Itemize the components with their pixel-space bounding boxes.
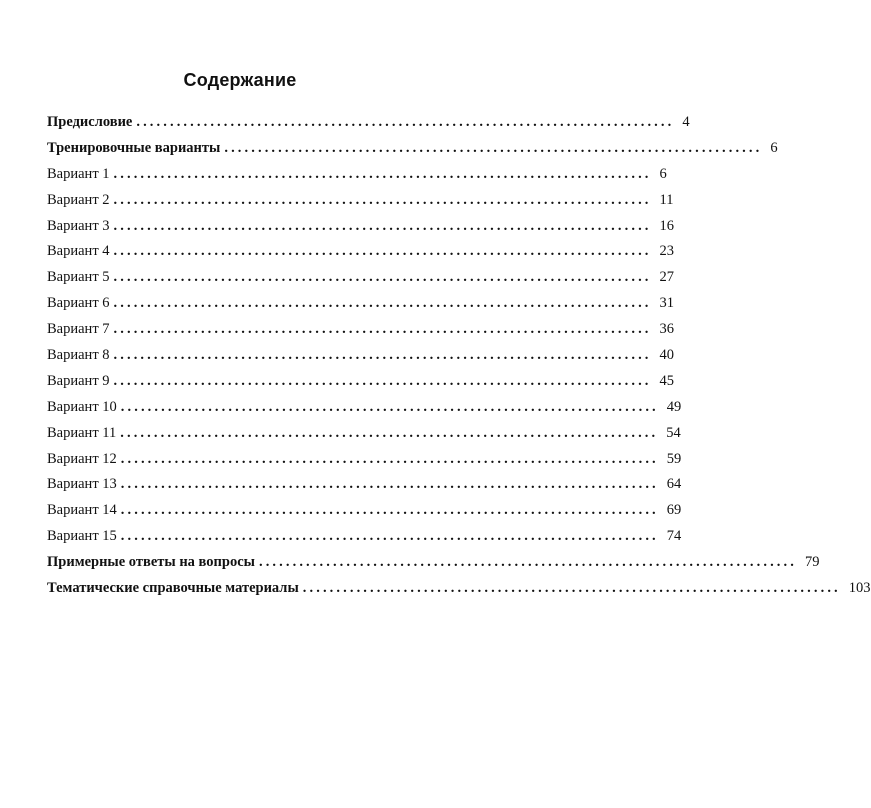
toc-entry-page-number: 31 [659,295,675,312]
toc-dot-leader: ................................................................................ [113,191,652,208]
toc-entry-label: Вариант 7 [47,321,110,338]
toc-dot-leader: ................................................................................ [120,450,659,467]
toc-entry-page-number: 59 [666,450,682,467]
toc-entry [47,291,675,317]
toc-entry-page-number: 64 [666,476,682,493]
toc-entry [47,395,682,421]
toc-entry-label: Предисловие [47,114,133,130]
toc-dot-leader: ................................................................................ [113,321,652,338]
toc-entry-page-number: 36 [659,321,675,338]
toc-entry [47,369,675,395]
toc-entry [47,110,690,136]
toc-dot-leader: ................................................................................ [113,347,652,364]
toc-dot-leader: ................................................................................ [113,269,652,286]
toc-entry [47,214,675,240]
toc-entry [47,162,667,188]
toc-entry-page-number: 103 [848,580,871,597]
toc-entry [47,239,675,265]
toc-entry-label: Вариант 5 [47,269,110,286]
toc-entry-label: Вариант 1 [47,165,110,182]
toc-entry-label: Вариант 15 [47,528,117,545]
toc-entry [47,524,682,550]
toc-entry-label: Вариант 6 [47,295,110,312]
toc-entry-page-number: 27 [659,269,675,286]
toc-entry-label: Вариант 3 [47,217,110,234]
toc-entry-page-number: 74 [666,528,682,545]
toc-dot-leader: ................................................................................ [224,139,763,156]
toc-entry-label: Вариант 8 [47,347,110,364]
toc-dot-leader: ................................................................................ [113,243,652,260]
toc-dot-leader: ................................................................................ [113,165,652,182]
toc-entry-label: Вариант 2 [47,191,110,208]
toc-entry [47,136,778,162]
toc-entry-page-number: 79 [804,554,820,571]
toc-entry-page-number: 54 [666,424,681,441]
toc-entry-label: Вариант 11 [47,424,117,441]
toc-entry-label: Вариант 10 [47,398,117,415]
toc-entry-page-number: 23 [659,243,675,260]
toc-entry-page-number: 4 [682,114,690,130]
toc-entry-page-number: 6 [659,165,667,182]
toc-entry-page-number: 6 [770,139,778,156]
toc-dot-leader: ................................................................................ [302,580,841,597]
toc-entry [47,188,674,214]
toc-entry [47,550,820,576]
toc-entry [47,343,675,369]
page-title: Содержание [183,70,297,90]
toc-dot-leader: ................................................................................ [120,528,659,545]
toc-entry-label: Тренировочные варианты [47,139,221,156]
toc-dot-leader: ................................................................................ [120,398,659,415]
toc-entry-label: Вариант 9 [47,372,110,389]
toc-entry-page-number: 49 [666,398,682,415]
toc-dot-leader: ................................................................................ [136,114,675,130]
toc-dot-leader: ................................................................................ [120,476,659,493]
toc-dot-leader: ................................................................................ [113,295,652,312]
toc-dot-leader: ................................................................................ [113,372,652,389]
toc-entry-page-number: 16 [659,217,675,234]
toc-entry-label: Вариант 12 [47,450,117,467]
toc-entry [47,421,681,447]
toc-entry-page-number: 11 [659,191,674,208]
toc-entry-label: Примерные ответы на вопросы [47,554,255,571]
toc-entry-page-number: 45 [659,372,675,389]
toc-entry [47,265,675,291]
toc-entry [47,498,682,524]
toc-dot-leader: ................................................................................ [120,502,659,519]
toc-entry-label: Вариант 14 [47,502,117,519]
table-of-contents [47,110,871,602]
toc-entry-page-number: 69 [666,502,682,519]
toc-entry [47,447,682,473]
toc-entry-label: Вариант 13 [47,476,117,493]
toc-entry-page-number: 40 [659,347,675,364]
toc-entry [47,317,675,343]
toc-entry-label: Вариант 4 [47,243,110,260]
toc-dot-leader: ................................................................................ [120,424,659,441]
toc-dot-leader: ................................................................................ [258,554,797,571]
toc-entry [47,472,682,498]
toc-entry-label: Тематические справочные материалы [47,580,299,597]
toc-dot-leader: ................................................................................ [113,217,652,234]
toc-entry [47,576,871,602]
